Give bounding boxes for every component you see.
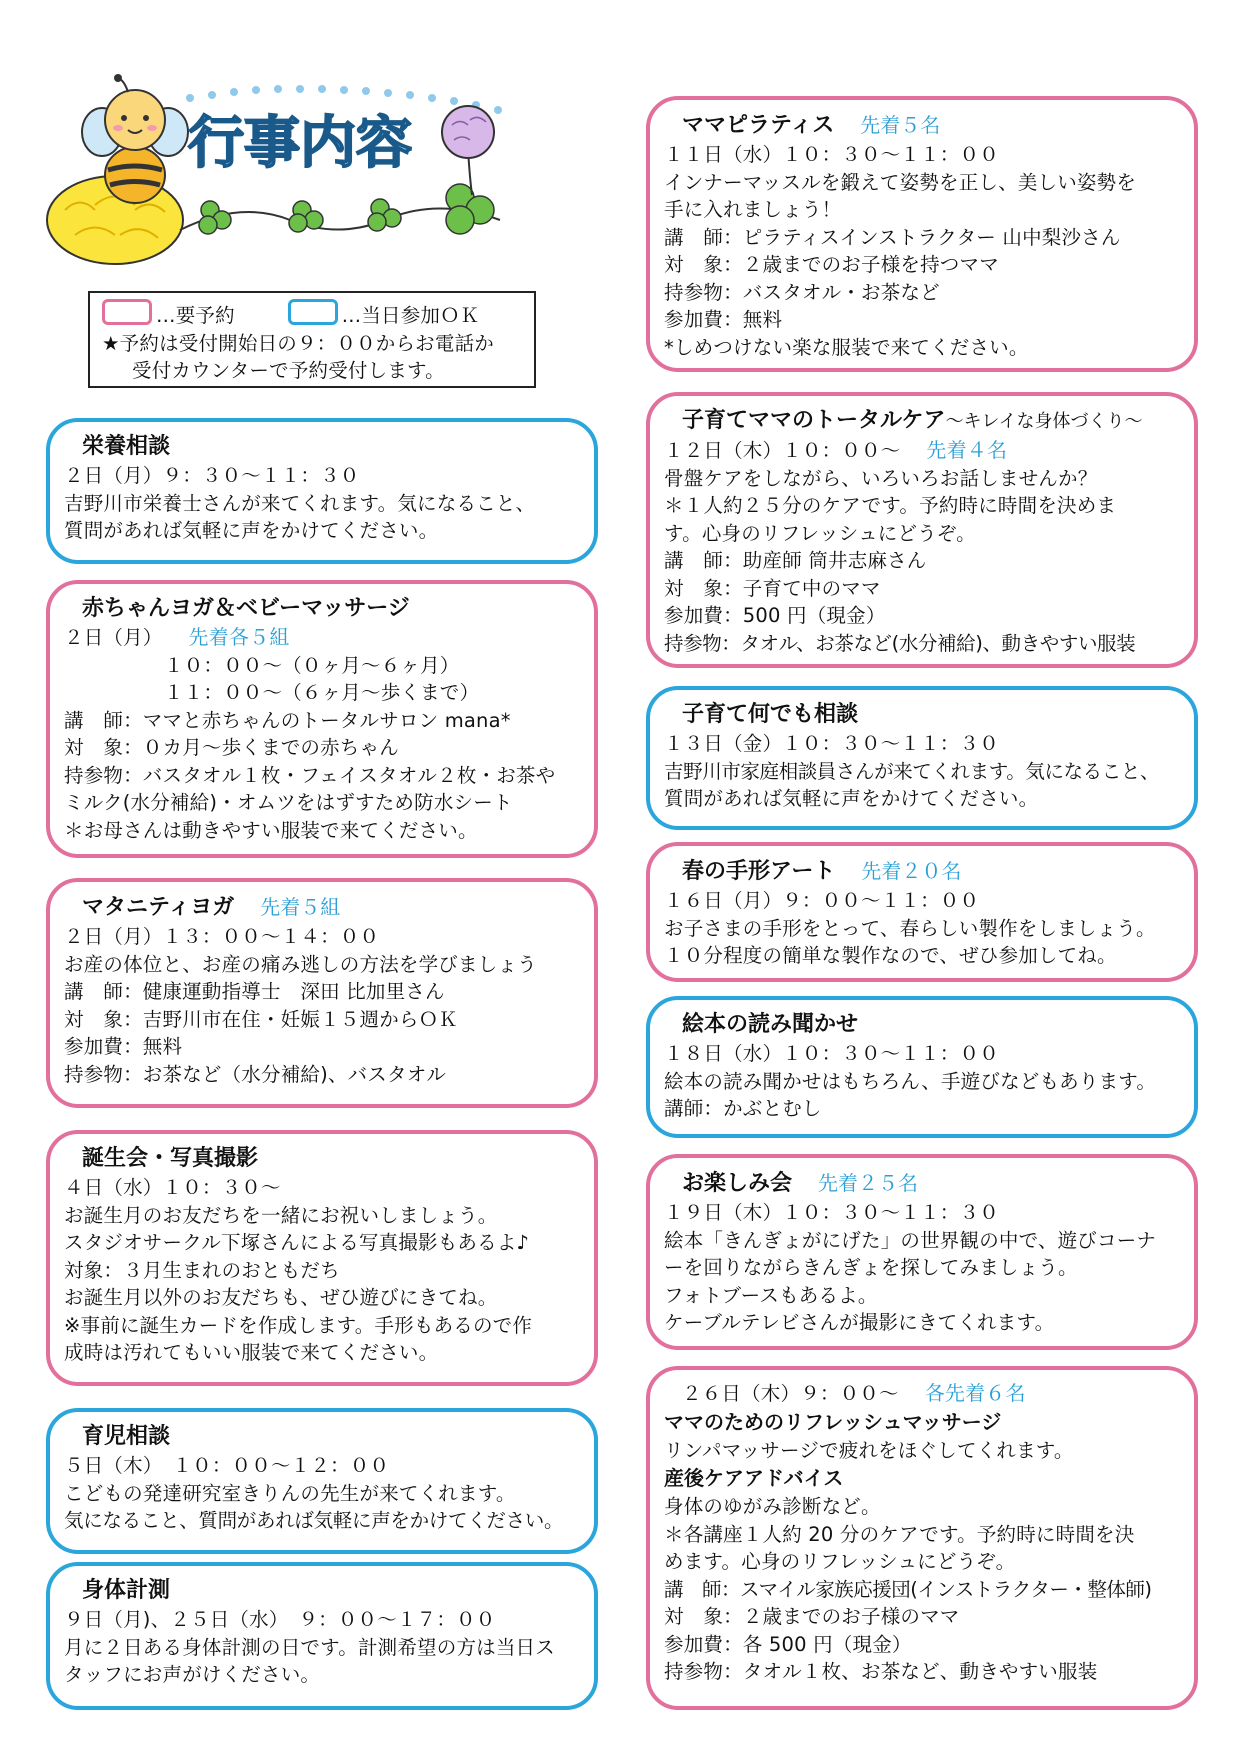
- event-line: めます。心身のリフレッシュにどうぞ。: [664, 1550, 1016, 1573]
- walkin-swatch: [288, 299, 338, 325]
- event-nandemo: [646, 686, 1198, 830]
- event-shintai: [46, 1562, 598, 1710]
- event-line: ＊１人約２５分のケアです。予約時に時間を決めま: [664, 494, 1117, 517]
- event-line: 持参物：タオル、お茶など(水分補給)、動きやすい服装: [664, 631, 1136, 655]
- event-title: 栄養相談: [82, 434, 171, 459]
- event-line: １８日（水）１０：３０～１１：００: [664, 1042, 999, 1065]
- event-otanoshimi: [646, 1154, 1198, 1350]
- event-line: *しめつけない楽な服装で来てください。: [664, 335, 1029, 359]
- event-line: ーを回りながらきんぎょを探してみましょう。: [664, 1256, 1078, 1279]
- event-line: 参加費：無料: [64, 1035, 183, 1058]
- event-line: 対 象：０カ月～歩くまでの赤ちゃん: [64, 736, 399, 759]
- event-eiyo: [46, 418, 598, 564]
- event-line: 持参物：バスタオル１枚・フェイスタオル２枚・お茶や: [64, 763, 556, 787]
- event-line: １１日（水）１０：３０～１１：００: [664, 143, 999, 166]
- event-line: 対 象：２歳までのお子様を持つママ: [664, 253, 999, 276]
- event-title: 育児相談: [82, 1424, 171, 1449]
- event-title: 子育てママのトータルケア: [682, 408, 946, 433]
- event-date: ２６日（木）９：００～: [682, 1382, 899, 1405]
- event-line: 絵本の読み聞かせはもちろん、手遊びなどもあります。: [664, 1069, 1157, 1093]
- event-title: 赤ちゃんヨガ＆ベビーマッサージ: [82, 596, 410, 621]
- event-line: 参加費：各 500 円（現金）: [664, 1632, 912, 1656]
- event-line: 吉野川市栄養士さんが来てくれます。気になること、: [64, 491, 536, 515]
- event-line: 成時は汚れてもいい服装で来てください。: [64, 1341, 439, 1364]
- event-title: 身体計測: [82, 1578, 171, 1603]
- legend-walkin-label: …当日参加ＯＫ: [341, 304, 480, 327]
- event-line: 講 師：ピラティスインストラクター 山中梨沙さん: [664, 225, 1121, 249]
- event-line: 対 象：子育て中のママ: [664, 576, 881, 600]
- event-date: １２日（木）１０：００～: [664, 439, 901, 462]
- event-line: 対 象：２歳までのお子様のママ: [664, 1605, 960, 1628]
- capacity-label: 先着２０名: [861, 859, 962, 883]
- event-title: 産後ケアアドバイス: [664, 1466, 844, 1490]
- event-line: スタジオサークル下塚さんによる写真撮影もあるよ♪: [64, 1231, 530, 1254]
- event-line: こどもの発達研究室きりんの先生が来てくれます。: [64, 1481, 516, 1505]
- reserve-swatch: [102, 299, 152, 325]
- event-line: タッフにお声がけください。: [64, 1663, 321, 1686]
- event-line: リンパマッサージで疲れをほぐしてくれます。: [664, 1438, 1074, 1462]
- event-title: お楽しみ会: [682, 1171, 793, 1196]
- event-line: 講 師：スマイル家族応援団(インストラクター・整体師): [664, 1577, 1152, 1601]
- event-line: ５日（木） １０：００～１２：００: [64, 1454, 390, 1477]
- event-line: １１：００～（６ヶ月～歩くまで）: [164, 681, 480, 704]
- event-line: 講 師：ママと赤ちゃんのトータルサロン mana*: [64, 708, 511, 732]
- event-subtitle: ～キレイな身体づくり～: [945, 411, 1143, 432]
- capacity-label: 各先着６名: [924, 1381, 1026, 1405]
- event-line: 質問があれば気軽に声をかけてください。: [64, 519, 439, 542]
- event-baby-yoga: [46, 580, 598, 858]
- event-line: 参加費：500 円（現金）: [664, 604, 886, 627]
- event-line: 月に２日ある身体計測の日です。計測希望の方は当日ス: [64, 1635, 555, 1659]
- event-line: 持参物：タオル１枚、お茶など、動きやすい服装: [664, 1660, 1098, 1683]
- event-line: ９日（月)、２５日（水） ９：００～１７：００: [64, 1608, 496, 1631]
- legend-note-line1: ★予約は受付開始日の９：００からお電話か: [102, 331, 494, 355]
- event-line: 手に入れましょう！: [664, 198, 842, 221]
- event-ehon: [646, 996, 1198, 1138]
- event-line: １９日（木）１０：３０～１１：３０: [664, 1201, 999, 1224]
- event-line: １０分程度の簡単な製作なので、ぜひ参加してね。: [664, 944, 1117, 967]
- legend-note-line2: 受付カウンターで予約受付します。: [132, 359, 445, 382]
- event-title: マタニティヨガ: [82, 895, 235, 920]
- event-date: ２日（月）: [64, 626, 163, 649]
- capacity-label: 先着２５名: [818, 1171, 919, 1195]
- event-line: ２日（月）９：３０～１１：３０: [64, 464, 360, 487]
- page-title: 行事内容: [188, 111, 412, 176]
- event-line: 対象：３月生まれのおともだち: [64, 1258, 340, 1282]
- event-title: ママのためのリフレッシュマッサージ: [664, 1409, 1002, 1434]
- capacity-label: 先着５名: [860, 113, 941, 137]
- event-line: 身体のゆがみ診断など。: [664, 1495, 881, 1518]
- event-line: 講 師：助産師 筒井志麻さん: [664, 549, 927, 572]
- event-line: す。心身のリフレッシュにどうぞ。: [664, 521, 976, 545]
- event-refresh: [646, 1366, 1198, 1710]
- event-line: １０：００～（０ヶ月～６ヶ月）: [164, 653, 460, 677]
- event-line: ※事前に誕生カードを作成します。手形もあるので作: [64, 1313, 533, 1337]
- event-birthday: [46, 1130, 598, 1386]
- event-pilates: [646, 96, 1198, 372]
- event-tegata: [646, 842, 1198, 982]
- legend-box: [88, 291, 536, 388]
- event-title: 絵本の読み聞かせ: [682, 1012, 859, 1037]
- event-line: ケーブルテレビさんが撮影にきてくれます。: [664, 1311, 1055, 1334]
- event-line: ＊各講座１人約 20 分のケアです。予約時に時間を決: [664, 1522, 1135, 1546]
- event-line: お誕生月以外のお友だちも、ぜひ遊びにきてね。: [64, 1286, 498, 1309]
- bee-flower-illustration: [40, 70, 580, 270]
- event-line: 絵本「きんぎょがにげた」の世界観の中で、遊びコーナ: [664, 1228, 1157, 1252]
- event-line: 吉野川市家庭相談員さんが来てくれます。気になること、: [664, 759, 1160, 783]
- legend-reserve-label: …要予約: [156, 304, 235, 327]
- event-title: 誕生会・写真撮影: [82, 1146, 259, 1171]
- header-illustration: [40, 70, 580, 270]
- event-title: 春の手形アート: [682, 859, 836, 884]
- event-title: ママピラティス: [682, 113, 835, 138]
- event-line: ミルク(水分補給)・オムツをはずすため防水シート: [64, 791, 513, 814]
- event-line: お産の体位と、お産の痛み逃しの方法を学びましょう: [64, 952, 537, 976]
- capacity-label: 先着４名: [926, 438, 1008, 462]
- event-line: ２日（月）１３：００～１４：００: [64, 925, 380, 948]
- event-line: 持参物：お茶など（水分補給)、バスタオル: [64, 1062, 447, 1086]
- event-line: 質問があれば気軽に声をかけてください。: [664, 787, 1039, 810]
- event-line: 持参物：バスタオル・お茶など: [664, 280, 940, 304]
- capacity-label: 先着各５組: [188, 625, 290, 649]
- event-line: お子さまの手形をとって、春らしい製作をしましょう。: [664, 916, 1156, 940]
- event-total-care: [646, 392, 1198, 668]
- event-line: 参加費：無料: [664, 308, 783, 331]
- event-line: 対 象：吉野川市在住・妊娠１５週からＯＫ: [64, 1007, 459, 1031]
- event-line: ４日（水）１０：３０～: [64, 1176, 281, 1199]
- event-line: ＊お母さんは動きやすい服装で来てください。: [64, 818, 478, 842]
- event-maternity-yoga: [46, 878, 598, 1108]
- event-line: １６日（月）９：００～１１：００: [664, 889, 980, 912]
- event-line: お誕生月のお友だちを一緒にお祝いしましょう。: [64, 1203, 498, 1227]
- event-ikuji: [46, 1408, 598, 1554]
- event-line: 気になること、質問があれば気軽に声をかけてください。: [64, 1509, 564, 1532]
- event-title: 子育て何でも相談: [682, 702, 859, 727]
- event-line: 講 師：健康運動指導士 深田 比加里さん: [64, 980, 445, 1003]
- capacity-label: 先着５組: [260, 895, 341, 919]
- purple-flower-icon: [442, 106, 494, 195]
- event-line: １３日（金）１０：３０～１１：３０: [664, 732, 999, 755]
- event-line: インナーマッスルを鍛えて姿勢を正し、美しい姿勢を: [664, 170, 1137, 194]
- event-line: フォトブースもあるよ。: [664, 1283, 878, 1307]
- event-line: 骨盤ケアをしながら、いろいろお話しませんか？: [664, 466, 1098, 490]
- event-line: 講師：かぶとむし: [664, 1097, 822, 1120]
